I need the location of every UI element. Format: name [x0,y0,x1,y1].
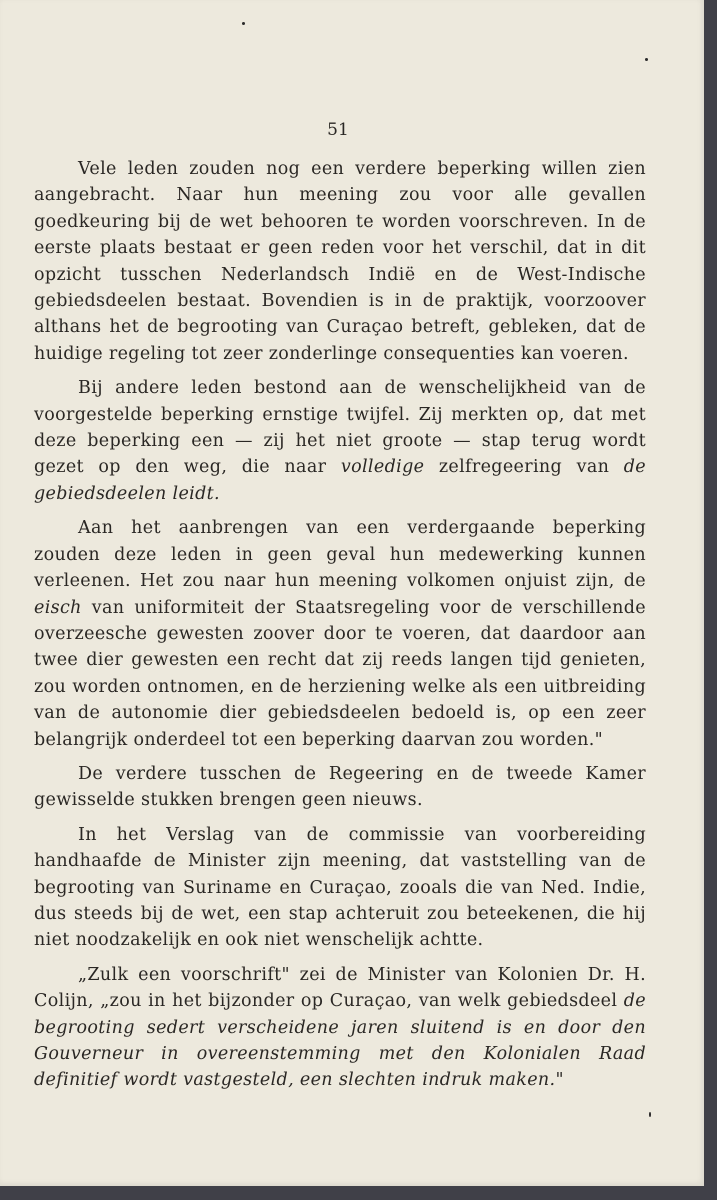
text-run: In het Verslag van de commissie van voorbereiding handhaafde de Minister zijn meening, dat vaststelling van de begrooting van Suriname en Curaçao, zooals die van Ned. Indie, dus steeds bij de wet, een stap achteruit zou beteekenen, die hij niet noodzakelijk en ook niet wenschelijk achtte. [34,824,646,951]
paragraph [34,375,646,507]
text-run: zelfregeering van [424,457,624,478]
dust-speck [645,58,648,61]
paragraph [34,822,646,954]
dust-speck [242,22,245,25]
text-run: Aan het aanbrengen van een verdergaande beperking zouden deze leden in geen geval hun medewerking kunnen verleenen. Het zou naar hun meening volkomen onjuist zijn, de [34,518,646,592]
text-run: „Zulk een voorschrift" zei de Minister van Kolonien Dr. H. Colijn, „zou in het bijzonder op Curaçao, van welk gebiedsdeel [34,964,646,1012]
italic-text: volledige [340,457,425,478]
text-run: De verdere tusschen de Regeering en de tweede Kamer gewisselde stukken brengen geen nieuws. [34,763,646,811]
text-run: van uniformiteit der Staatsregeling voor de verschillende overzeesche gewesten zoover door te voeren, dat daardoor aan twee dier gewesten een recht dat zij reeds langen tijd genieten, zou worden ontnomen, en de herziening welke als een uitbreiding van de autonomie dier gebiedsdeelen bedoeld is, op een zeer belangrijk onderdeel tot een beperking daarvan zou worden." [34,597,646,750]
body-text [34,156,646,1102]
paragraph [34,962,646,1094]
italic-text: de gebiedsdeelen leidt. [34,457,647,504]
page-number: 51 [327,120,349,140]
dust-speck [649,1112,651,1117]
text-run: Vele leden zouden nog een verdere beperking willen zien aangebracht. Naar hun meening zou voor alle gevallen goedkeuring bij de wet behooren te worden voorschreven. In de eerste plaats bestaat er geen reden voor het verschil, dat in dit opzicht tusschen Nederlandsch Indië en de West-Indische gebiedsdeelen bestaat. Bovendien is in de praktijk, voorzoover althans het de begrooting van Curaçao betreft, gebleken, dat de huidige regeling tot zeer zonderlinge consequenties kan voeren. [34,159,646,364]
paragraph [34,156,646,367]
paragraph [34,515,646,753]
italic-text: de begrooting sedert verscheidene jaren sluitend is en door den Gouverneur in overeenstemming met den Kolonialen Raad definitief wordt vastgesteld, een slechten indruk maken." [34,991,646,1091]
text-run: Bij andere leden bestond aan de wenschelijkheid van de voorgestelde beperking ernstige twijfel. Zij merkten op, dat met deze beperking een — zij het niet groote — stap terug wordt gezet op den weg, die naar [34,378,646,478]
italic-text: eisch [34,597,82,618]
paragraph [34,761,646,814]
